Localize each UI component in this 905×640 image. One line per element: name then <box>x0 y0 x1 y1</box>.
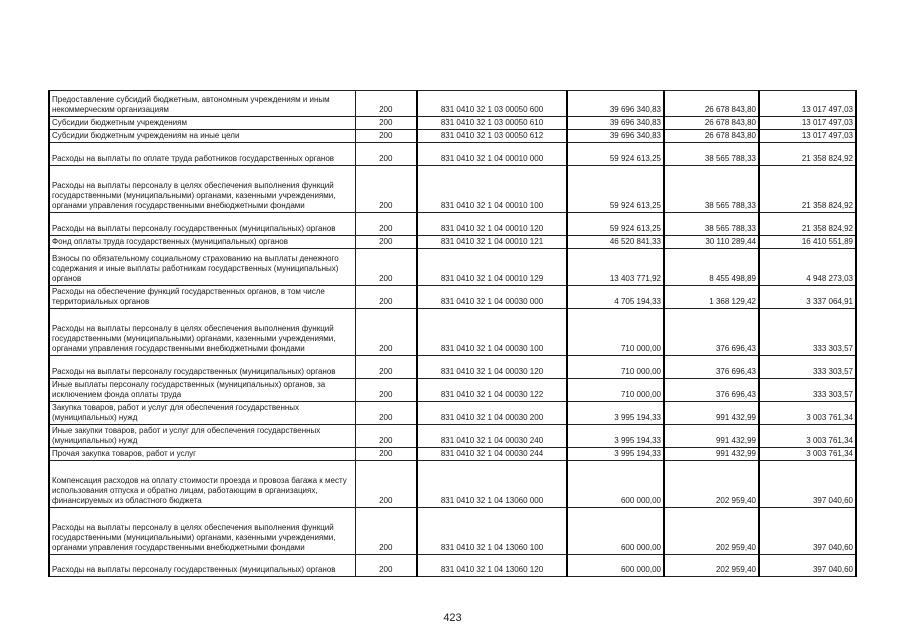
cell-kbk: 831 0410 32 1 04 00030 000 <box>417 286 567 309</box>
cell-code: 200 <box>355 425 417 448</box>
cell-v3: 397 040,60 <box>759 508 856 555</box>
cell-v2: 991 432,99 <box>664 402 759 425</box>
cell-v1: 39 696 340,83 <box>567 117 664 130</box>
cell-v1: 3 995 194,33 <box>567 402 664 425</box>
cell-code: 200 <box>355 249 417 286</box>
table-row <box>49 461 856 508</box>
cell-name: Иные выплаты персоналу государственных (муниципальных) органов, за исключением фонда оплаты труда <box>49 379 355 402</box>
cell-v3: 13 017 497,03 <box>759 117 856 130</box>
cell-kbk: 831 0410 32 1 04 00030 100 <box>417 309 567 356</box>
table-row <box>49 130 856 143</box>
cell-v3: 4 948 273,03 <box>759 249 856 286</box>
cell-v2: 991 432,99 <box>664 425 759 448</box>
cell-name: Расходы на выплаты по оплате труда работников государственных органов <box>49 143 355 166</box>
cell-v3: 333 303,57 <box>759 356 856 379</box>
cell-kbk: 831 0410 32 1 03 00050 612 <box>417 130 567 143</box>
cell-v2: 26 678 843,80 <box>664 130 759 143</box>
cell-v1: 59 924 613,25 <box>567 143 664 166</box>
cell-v3: 21 358 824,92 <box>759 143 856 166</box>
cell-v1: 13 403 771,92 <box>567 249 664 286</box>
cell-v2: 38 565 788,33 <box>664 143 759 166</box>
table-row <box>49 249 856 286</box>
cell-code: 200 <box>355 356 417 379</box>
cell-v3: 397 040,60 <box>759 461 856 508</box>
cell-kbk: 831 0410 32 1 04 00010 000 <box>417 143 567 166</box>
cell-code: 200 <box>355 461 417 508</box>
cell-v3: 3 003 761,34 <box>759 448 856 461</box>
cell-v3: 397 040,60 <box>759 555 856 577</box>
cell-kbk: 831 0410 32 1 04 13060 120 <box>417 555 567 577</box>
cell-v1: 59 924 613,25 <box>567 166 664 213</box>
table-row <box>49 213 856 236</box>
cell-kbk: 831 0410 32 1 03 00050 610 <box>417 117 567 130</box>
table-row <box>49 166 856 213</box>
table-row <box>49 356 856 379</box>
cell-code: 200 <box>355 130 417 143</box>
cell-v2: 376 696,43 <box>664 356 759 379</box>
cell-kbk: 831 0410 32 1 04 13060 000 <box>417 461 567 508</box>
table-row <box>49 143 856 166</box>
cell-v1: 600 000,00 <box>567 508 664 555</box>
cell-name: Субсидии бюджетным учреждениям на иные цели <box>49 130 355 143</box>
cell-code: 200 <box>355 379 417 402</box>
cell-v3: 21 358 824,92 <box>759 166 856 213</box>
cell-kbk: 831 0410 32 1 04 00010 129 <box>417 249 567 286</box>
budget-table <box>48 90 857 577</box>
cell-kbk: 831 0410 32 1 04 00030 200 <box>417 402 567 425</box>
cell-name: Закупка товаров, работ и услуг для обеспечения государственных (муниципальных) нужд <box>49 402 355 425</box>
cell-code: 200 <box>355 91 417 117</box>
cell-v1: 46 520 841,33 <box>567 236 664 249</box>
cell-v1: 600 000,00 <box>567 461 664 508</box>
table-row <box>49 448 856 461</box>
cell-code: 200 <box>355 143 417 166</box>
cell-v1: 3 995 194,33 <box>567 425 664 448</box>
cell-code: 200 <box>355 166 417 213</box>
cell-v1: 3 995 194,33 <box>567 448 664 461</box>
cell-v1: 4 705 194,33 <box>567 286 664 309</box>
cell-v2: 202 959,40 <box>664 461 759 508</box>
cell-v2: 202 959,40 <box>664 508 759 555</box>
cell-kbk: 831 0410 32 1 04 00030 122 <box>417 379 567 402</box>
cell-v2: 38 565 788,33 <box>664 213 759 236</box>
table-row <box>49 117 856 130</box>
table-row <box>49 91 856 117</box>
cell-v3: 333 303,57 <box>759 309 856 356</box>
cell-code: 200 <box>355 236 417 249</box>
cell-code: 200 <box>355 117 417 130</box>
table-row <box>49 309 856 356</box>
cell-name: Иные закупки товаров, работ и услуг для обеспечения государственных (муниципальных) нужд <box>49 425 355 448</box>
cell-v1: 59 924 613,25 <box>567 213 664 236</box>
cell-v2: 376 696,43 <box>664 379 759 402</box>
cell-v2: 8 455 498,89 <box>664 249 759 286</box>
cell-v2: 1 368 129,42 <box>664 286 759 309</box>
table-row <box>49 402 856 425</box>
table-body <box>49 91 856 577</box>
cell-v1: 710 000,00 <box>567 356 664 379</box>
table-row <box>49 379 856 402</box>
cell-name: Субсидии бюджетным учреждениям <box>49 117 355 130</box>
cell-v1: 710 000,00 <box>567 379 664 402</box>
cell-kbk: 831 0410 32 1 04 00010 100 <box>417 166 567 213</box>
cell-code: 200 <box>355 309 417 356</box>
table-row <box>49 508 856 555</box>
cell-code: 200 <box>355 402 417 425</box>
cell-v2: 30 110 289,44 <box>664 236 759 249</box>
cell-v1: 600 000,00 <box>567 555 664 577</box>
cell-name: Расходы на выплаты персоналу в целях обеспечения выполнения функций государственными (муниципальными) органами, казенными учреждениями, органами управления государственными внебюджетными фондами <box>49 508 355 555</box>
cell-v2: 26 678 843,80 <box>664 117 759 130</box>
cell-name: Расходы на выплаты персоналу государственных (муниципальных) органов <box>49 356 355 379</box>
cell-code: 200 <box>355 213 417 236</box>
cell-name: Расходы на обеспечение функций государственных органов, в том числе территориальных органов <box>49 286 355 309</box>
cell-v1: 39 696 340,83 <box>567 130 664 143</box>
cell-name: Фонд оплаты труда государственных (муниципальных) органов <box>49 236 355 249</box>
cell-v3: 16 410 551,89 <box>759 236 856 249</box>
cell-kbk: 831 0410 32 1 03 00050 600 <box>417 91 567 117</box>
cell-v2: 26 678 843,80 <box>664 91 759 117</box>
cell-v3: 21 358 824,92 <box>759 213 856 236</box>
cell-kbk: 831 0410 32 1 04 00030 240 <box>417 425 567 448</box>
cell-kbk: 831 0410 32 1 04 00010 121 <box>417 236 567 249</box>
table-row <box>49 236 856 249</box>
cell-kbk: 831 0410 32 1 04 00010 120 <box>417 213 567 236</box>
cell-name: Прочая закупка товаров, работ и услуг <box>49 448 355 461</box>
cell-v2: 376 696,43 <box>664 309 759 356</box>
cell-code: 200 <box>355 448 417 461</box>
cell-code: 200 <box>355 508 417 555</box>
cell-v3: 3 003 761,34 <box>759 402 856 425</box>
cell-kbk: 831 0410 32 1 04 13060 100 <box>417 508 567 555</box>
cell-name: Компенсация расходов на оплату стоимости проезда и провоза багажа к месту использования отпуска и обратно лицам, работающим в организациях, финансируемых из областного бюджета <box>49 461 355 508</box>
cell-v3: 13 017 497,03 <box>759 130 856 143</box>
cell-v3: 3 003 761,34 <box>759 425 856 448</box>
cell-kbk: 831 0410 32 1 04 00030 244 <box>417 448 567 461</box>
page-number: 423 <box>443 612 462 624</box>
cell-v1: 39 696 340,83 <box>567 91 664 117</box>
table-row <box>49 555 856 577</box>
cell-v2: 38 565 788,33 <box>664 166 759 213</box>
cell-name: Предоставление субсидий бюджетным, автономным учреждениям и иным некоммерческим организациям <box>49 91 355 117</box>
cell-code: 200 <box>355 555 417 577</box>
cell-name: Расходы на выплаты персоналу в целях обеспечения выполнения функций государственными (муниципальными) органами, казенными учреждениями, органами управления государственными внебюджетными фондами <box>49 309 355 356</box>
cell-v3: 13 017 497,03 <box>759 91 856 117</box>
table-row <box>49 286 856 309</box>
cell-kbk: 831 0410 32 1 04 00030 120 <box>417 356 567 379</box>
cell-name: Взносы по обязательному социальному страхованию на выплаты денежного содержания и иные выплаты работникам государственных (муниципальных) органов <box>49 249 355 286</box>
cell-name: Расходы на выплаты персоналу государственных (муниципальных) органов <box>49 213 355 236</box>
cell-v3: 333 303,57 <box>759 379 856 402</box>
cell-name: Расходы на выплаты персоналу в целях обеспечения выполнения функций государственными (муниципальными) органами, казенными учреждениями, органами управления государственными внебюджетными фондами <box>49 166 355 213</box>
cell-v2: 202 959,40 <box>664 555 759 577</box>
cell-code: 200 <box>355 286 417 309</box>
table-row <box>49 425 856 448</box>
cell-v1: 710 000,00 <box>567 309 664 356</box>
cell-v2: 991 432,99 <box>664 448 759 461</box>
cell-name: Расходы на выплаты персоналу государственных (муниципальных) органов <box>49 555 355 577</box>
cell-v3: 3 337 064,91 <box>759 286 856 309</box>
